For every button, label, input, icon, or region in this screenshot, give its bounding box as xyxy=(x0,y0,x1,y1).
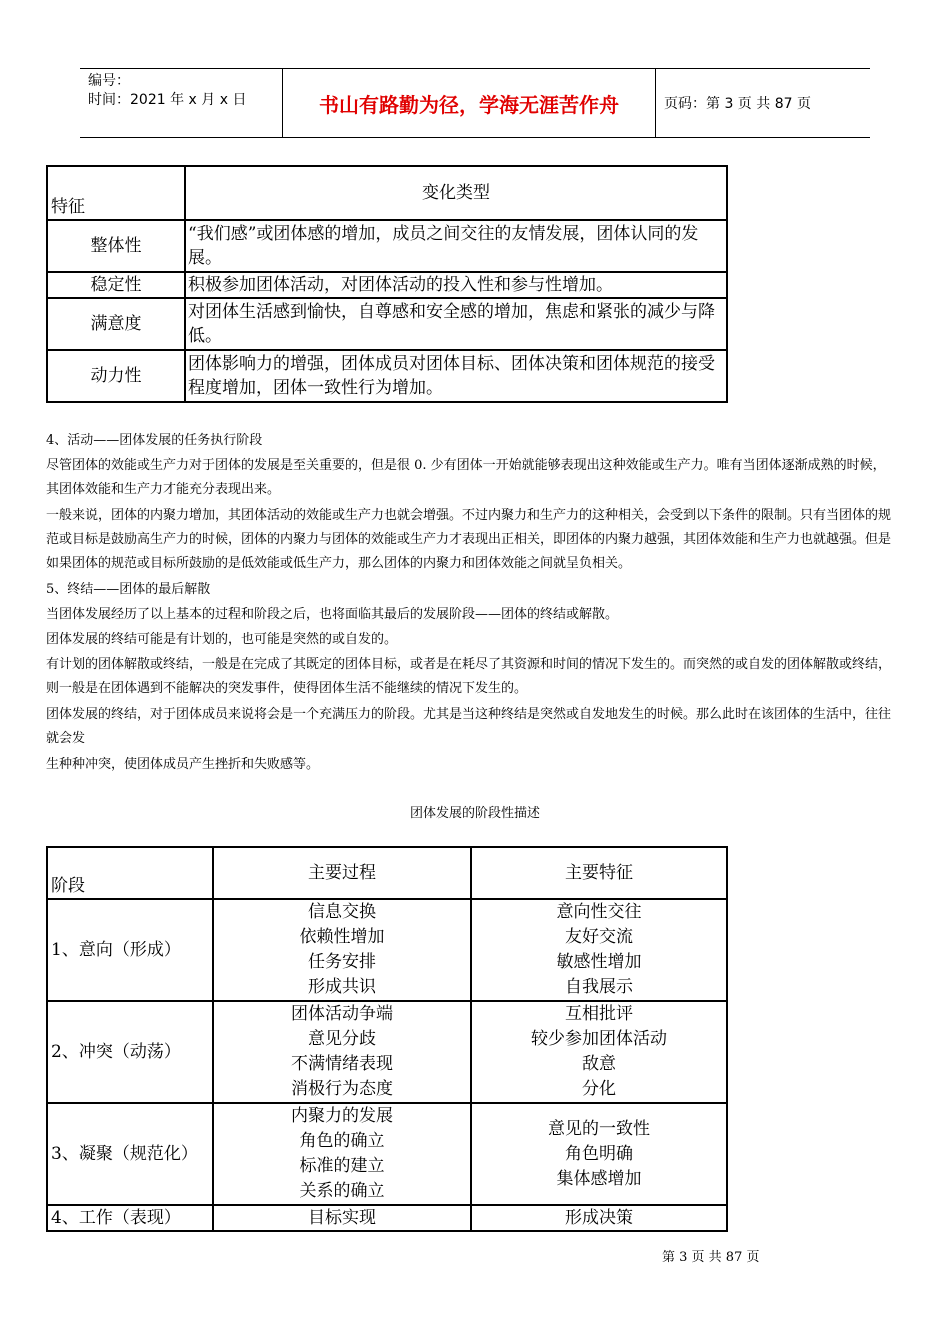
process-cell: 目标实现 xyxy=(213,1205,471,1231)
paragraph: 团体发展的终结，对于团体成员来说将会是一个充满压力的阶段。尤其是当这种终结是突然或自发地发生的时候。那么此时在该团体的生活中，往往就会发 xyxy=(46,707,892,746)
process-item: 意见分歧 xyxy=(308,1029,376,1049)
feature-cell: 稳定性 xyxy=(47,272,185,298)
desc-cell: 对团体生活感到愉快，自尊感和安全感的增加，焦虑和紧张的减少与降低。 xyxy=(185,298,727,350)
feature-item: 敏感性增加 xyxy=(556,952,642,972)
feature-cell xyxy=(471,1001,727,1103)
desc-cell: 积极参加团体活动，对团体活动的投入性和参与性增加。 xyxy=(185,272,727,298)
feature-item: 意向性交往 xyxy=(556,902,642,922)
table-row xyxy=(47,272,727,298)
process-item: 团体活动争端 xyxy=(291,1004,393,1024)
paragraph: 团体发展的终结可能是有计划的，也可能是突然的或自发的。 xyxy=(46,632,398,647)
process-item: 形成共识 xyxy=(308,977,376,997)
process-item: 关系的确立 xyxy=(299,1181,385,1201)
header-page-code: 页码：第 3 页 共 87 页 xyxy=(664,96,811,112)
header-meta xyxy=(80,69,280,137)
table-row xyxy=(47,220,727,272)
feature-cell: 形成决策 xyxy=(471,1205,727,1231)
process-item: 信息交换 xyxy=(308,902,376,922)
table-caption: 团体发展的阶段性描述 xyxy=(409,806,540,821)
feature-cell xyxy=(471,1103,727,1205)
section-heading: 4、活动——团体发展的任务执行阶段 xyxy=(46,433,263,448)
col-header-feature: 主要特征 xyxy=(471,847,727,899)
feature-item: 角色明确 xyxy=(565,1143,633,1164)
paragraph: 一般来说，团体的内聚力增加，其团体活动的效能或生产力也就会增强。不过内聚力和生产力的这种相关，会受到以下条件的限制。只有当团体的规范或目标是鼓励高生产力的时候，团体的内聚力与团体的效能或生产力才表现出正相关，即团体的内聚力越强，其团体效能和生产力也就越强。但是如果团体的规范或目标所鼓励的是低效能或低生产力，那么团体的内聚力和团体效能之间就呈负相关。 xyxy=(46,508,892,571)
process-item: 标准的建立 xyxy=(299,1156,385,1176)
process-cell xyxy=(213,1001,471,1103)
feature-cell: 满意度 xyxy=(47,298,185,350)
process-item: 消极行为态度 xyxy=(291,1079,393,1099)
col-header-feature: 特征 xyxy=(47,166,185,220)
feature-item: 集体感增加 xyxy=(556,1168,642,1189)
table-row xyxy=(47,899,727,1001)
feature-item: 敌意 xyxy=(582,1054,616,1074)
desc-cell: “我们感”或团体感的增加，成员之间交往的友情发展，团体认同的发展。 xyxy=(185,220,727,272)
feature-item: 互相批评 xyxy=(565,1004,633,1024)
table-row xyxy=(47,1205,727,1231)
table-row xyxy=(47,1001,727,1103)
col-header-stage: 阶段 xyxy=(47,847,213,899)
process-cell xyxy=(213,1103,471,1205)
page-footer: 第 3 页 共 87 页 xyxy=(662,1250,760,1265)
feature-item: 分化 xyxy=(582,1079,616,1099)
table-row xyxy=(47,350,727,402)
paragraph: 生种种冲突，使团体成员产生挫折和失败感等。 xyxy=(46,757,320,772)
table-header-row xyxy=(47,847,727,899)
feature-cell: 动力性 xyxy=(47,350,185,402)
paragraph: 有计划的团体解散或终结，一般是在完成了其既定的团体目标，或者是在耗尽了其资源和时间的情况下发生的。而突然的或自发的团体解散或终结，则一般是在团体遇到不能解决的突发事件，使得团体生活不能继续的情况下发生的。 xyxy=(46,657,892,696)
feature-item: 自我展示 xyxy=(565,977,633,997)
desc-cell: 团体影响力的增强，团体成员对团体目标、团体决策和团体规范的接受程度增加，团体一致性行为增加。 xyxy=(185,350,727,402)
paragraph: 当团体发展经历了以上基本的过程和阶段之后，也将面临其最后的发展阶段——团体的终结或解散。 xyxy=(46,607,619,622)
section-heading: 5、终结——团体的最后解散 xyxy=(46,582,211,597)
feature-change-table xyxy=(46,165,728,403)
table-row xyxy=(47,1103,727,1205)
process-item: 内聚力的发展 xyxy=(291,1106,393,1126)
process-item: 依赖性增加 xyxy=(299,927,385,947)
header-motto: 书山有路勤为径，学海无涯苦作舟 xyxy=(282,69,656,137)
time-label: 时间：2021 年 x 月 x 日 xyxy=(88,92,247,108)
page-header xyxy=(80,68,870,138)
feature-cell xyxy=(471,899,727,1001)
feature-item: 较少参加团体活动 xyxy=(531,1029,667,1049)
serial-label: 编号： xyxy=(88,73,130,89)
col-header-process: 主要过程 xyxy=(213,847,471,899)
process-item: 不满情绪表现 xyxy=(291,1054,393,1074)
feature-item: 意见的一致性 xyxy=(548,1118,650,1139)
stage-table xyxy=(46,846,728,1232)
table-header-row xyxy=(47,166,727,220)
stage-cell: 4、工作（表现） xyxy=(47,1205,213,1231)
stage-cell: 1、意向（形成） xyxy=(47,899,213,1001)
stage-cell: 3、凝聚（规范化） xyxy=(47,1103,213,1205)
feature-item: 友好交流 xyxy=(565,927,633,947)
paragraph: 尽管团体的效能或生产力对于团体的发展是至关重要的，但是很 0. 少有团体一开始就能够表现出这种效能或生产力。唯有当团体逐渐成熟的时候，其团体效能和生产力才能充分表现出来。 xyxy=(46,458,886,497)
feature-cell: 整体性 xyxy=(47,220,185,272)
process-item: 角色的确立 xyxy=(299,1131,385,1151)
table-row xyxy=(47,298,727,350)
col-header-type: 变化类型 xyxy=(185,166,727,220)
process-item: 任务安排 xyxy=(308,952,376,972)
stage-cell: 2、冲突（动荡） xyxy=(47,1001,213,1103)
process-cell xyxy=(213,899,471,1001)
